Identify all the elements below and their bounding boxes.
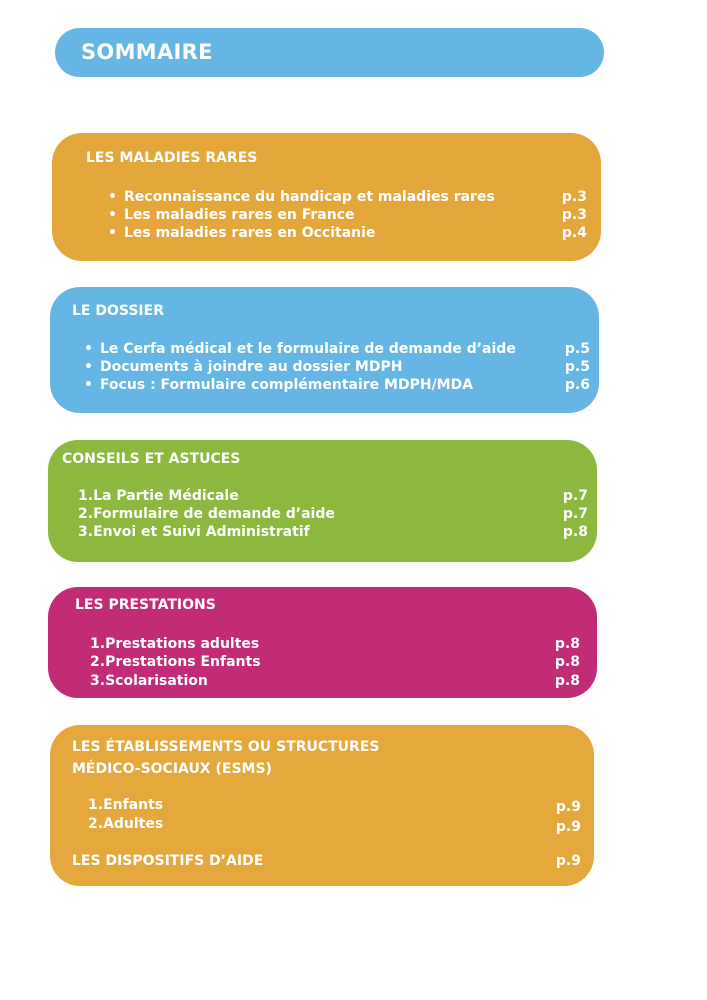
toc-item-label: Prestations adultes xyxy=(105,636,260,652)
section-maladies-rares xyxy=(52,133,601,261)
toc-page-number: p.9 xyxy=(555,799,581,815)
section-esms xyxy=(50,725,594,886)
toc-page-number: p.8 xyxy=(554,673,580,689)
toc-item[interactable] xyxy=(78,487,239,505)
toc-item-label: Formulaire de demande d’aide xyxy=(93,506,335,522)
toc-item[interactable] xyxy=(84,376,473,394)
toc-item[interactable] xyxy=(90,672,208,690)
toc-page-number: p.7 xyxy=(562,506,588,522)
toc-item-label: Les maladies rares en France xyxy=(124,207,355,223)
section-title: CONSEILS ET ASTUCES xyxy=(62,451,241,467)
toc-item-label: Enfants xyxy=(103,797,164,813)
list-number: 1. xyxy=(88,797,104,813)
toc-item-label: LES DISPOSITIFS D’AIDE xyxy=(72,853,264,869)
section-prestations xyxy=(48,587,597,698)
bullet-marker: • xyxy=(84,341,93,357)
list-number: 2. xyxy=(88,816,104,832)
toc-item-label: Scolarisation xyxy=(105,673,208,689)
toc-item-label: Envoi et Suivi Administratif xyxy=(93,524,310,540)
sommaire-header xyxy=(55,28,604,77)
toc-item-label: Les maladies rares en Occitanie xyxy=(124,225,376,241)
bullet-marker: • xyxy=(108,189,117,205)
page-title: SOMMAIRE xyxy=(81,40,213,64)
toc-item[interactable] xyxy=(108,188,495,206)
toc-item-label: La Partie Médicale xyxy=(93,488,239,504)
toc-item-label: Focus : Formulaire complémentaire MDPH/MDA xyxy=(100,377,474,393)
toc-page-number: p.7 xyxy=(562,488,588,504)
toc-item-label: Documents à joindre au dossier MDPH xyxy=(100,359,403,375)
list-number: 2. xyxy=(78,506,94,522)
bullet-marker: • xyxy=(108,207,117,223)
section-dossier xyxy=(50,287,599,413)
toc-item[interactable] xyxy=(90,653,261,671)
toc-page-number: p.9 xyxy=(555,853,581,869)
toc-page-number: p.4 xyxy=(561,225,587,241)
toc-page-number: p.8 xyxy=(554,636,580,652)
list-number: 1. xyxy=(90,636,106,652)
toc-item[interactable] xyxy=(84,340,516,358)
bullet-marker: • xyxy=(84,377,93,393)
toc-page-number: p.5 xyxy=(564,359,590,375)
toc-item-label: Le Cerfa médical et le formulaire de demande d’aide xyxy=(100,341,516,357)
toc-item-label: Adultes xyxy=(103,816,164,832)
toc-item-label: Prestations Enfants xyxy=(105,654,261,670)
toc-item-label: Reconnaissance du handicap et maladies rares xyxy=(124,189,495,205)
toc-page-number: p.5 xyxy=(564,341,590,357)
toc-page-number: p.6 xyxy=(564,377,590,393)
section-title-line1: LES ÉTABLISSEMENTS OU STRUCTURES xyxy=(72,739,380,755)
toc-item[interactable] xyxy=(90,635,259,653)
toc-item-dispositifs[interactable] xyxy=(72,852,263,870)
list-number: 1. xyxy=(78,488,94,504)
toc-item[interactable] xyxy=(108,224,375,242)
list-number: 2. xyxy=(90,654,106,670)
toc-page-number: p.3 xyxy=(561,207,587,223)
section-title: LES PRESTATIONS xyxy=(75,597,216,613)
toc-page-number: p.3 xyxy=(561,189,587,205)
toc-item[interactable] xyxy=(88,796,163,814)
toc-page-number: p.9 xyxy=(555,819,581,835)
list-number: 3. xyxy=(90,673,106,689)
toc-item[interactable] xyxy=(78,523,310,541)
section-title-line2: MÉDICO-SOCIAUX (ESMS) xyxy=(72,761,272,777)
toc-item[interactable] xyxy=(88,815,163,833)
section-title: LE DOSSIER xyxy=(72,303,164,319)
toc-item[interactable] xyxy=(108,206,355,224)
section-title: LES MALADIES RARES xyxy=(86,150,258,166)
toc-item[interactable] xyxy=(84,358,402,376)
list-number: 3. xyxy=(78,524,94,540)
toc-item[interactable] xyxy=(78,505,335,523)
toc-page-number: p.8 xyxy=(562,524,588,540)
bullet-marker: • xyxy=(84,359,93,375)
bullet-marker: • xyxy=(108,225,117,241)
section-conseils-astuces xyxy=(48,440,597,562)
toc-page-number: p.8 xyxy=(554,654,580,670)
